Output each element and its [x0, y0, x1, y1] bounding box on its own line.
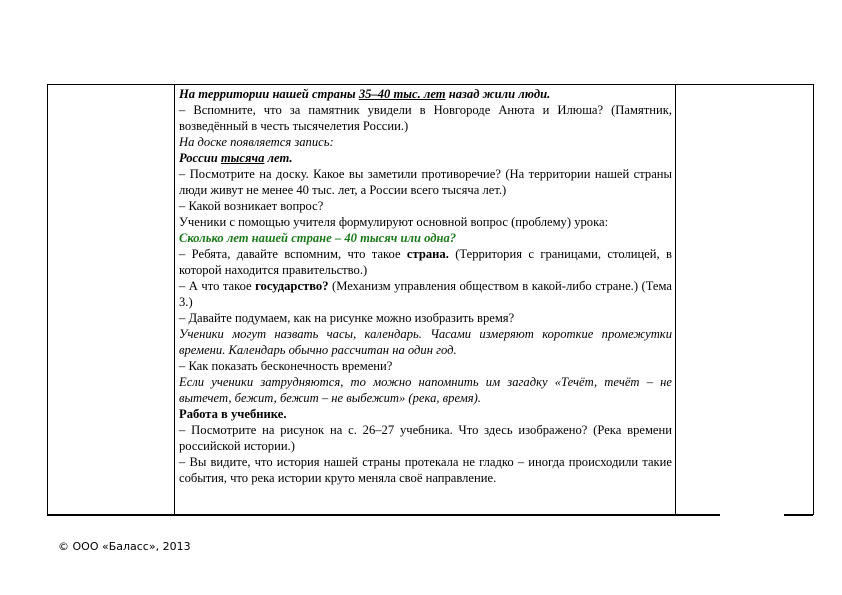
text-line	[179, 278, 672, 310]
text-span: (Механизм управления обществом в какой-либо стране.) (Тема 3.)	[179, 279, 672, 309]
lesson-text	[175, 85, 675, 514]
lesson-problem-question: Сколько лет нашей стране – 40 тысяч или одна?	[179, 231, 457, 245]
text-line: – Вы видите, что история нашей страны протекала не гладко – иногда происходили такие события, что река истории круто меняла своё направление.	[179, 455, 672, 485]
text-span: – А что такое	[179, 279, 256, 293]
text-line: – Посмотрите на доску. Какое вы заметили противоречие? (На территории нашей страны люди живут не менее 40 тыс. лет, а России всего тысяча лет.)	[179, 167, 672, 197]
table-bottom-border-right	[784, 514, 813, 516]
text-line: Ученики с помощью учителя формулируют основной вопрос (проблему) урока:	[179, 215, 609, 229]
text-span: (Территория с границами, столицей, в которой находится правительство.)	[179, 247, 672, 277]
lesson-table	[47, 84, 814, 515]
text-span: лет.	[264, 151, 293, 165]
text-line: Если ученики затрудняются, то можно напомнить им загадку «Течёт, течёт – не вытечет, бежит, бежит – не выбежит» (река, время).	[179, 375, 672, 405]
bold-term: государство?	[255, 279, 329, 293]
table-cell-content	[175, 85, 676, 515]
underlined-text: тысяча	[220, 151, 265, 165]
bold-term: страна.	[406, 247, 449, 261]
text-line	[179, 246, 672, 278]
text-line: – Как показать бесконечность времени?	[179, 359, 393, 373]
text-span: назад жили люди.	[445, 87, 551, 101]
text-line: – Посмотрите на рисунок на с. 26–27 учебника. Что здесь изображено? (Река времени российской истории.)	[179, 423, 672, 453]
text-line: – Давайте подумаем, как на рисунке можно изобразить время?	[179, 311, 515, 325]
text-span: России	[179, 151, 221, 165]
section-heading: Работа в учебнике.	[179, 407, 287, 421]
table-bottom-border	[47, 514, 720, 516]
text-line	[179, 150, 672, 166]
text-span: – Ребята, давайте вспомним, что такое	[179, 247, 407, 261]
table-row	[48, 85, 814, 515]
text-line: – Вспомните, что за памятник увидели в Новгороде Анюта и Илюша? (Памятник, возведённый в честь тысячелетия России.)	[179, 103, 672, 133]
table-cell-left	[48, 85, 175, 515]
text-line: На доске появляется запись:	[179, 135, 334, 149]
text-line: Ученики могут назвать часы, календарь. Часами измеряют короткие промежутки времени. Календарь обычно рассчитан на один год.	[179, 327, 672, 357]
table-cell-right	[676, 85, 814, 515]
copyright-footer: © ООО «Баласс», 2013	[58, 540, 191, 553]
text-line	[179, 86, 672, 102]
text-span: На территории нашей страны	[179, 87, 359, 101]
text-line: – Какой возникает вопрос?	[179, 199, 324, 213]
underlined-text: 35–40 тыс. лет	[358, 87, 446, 101]
